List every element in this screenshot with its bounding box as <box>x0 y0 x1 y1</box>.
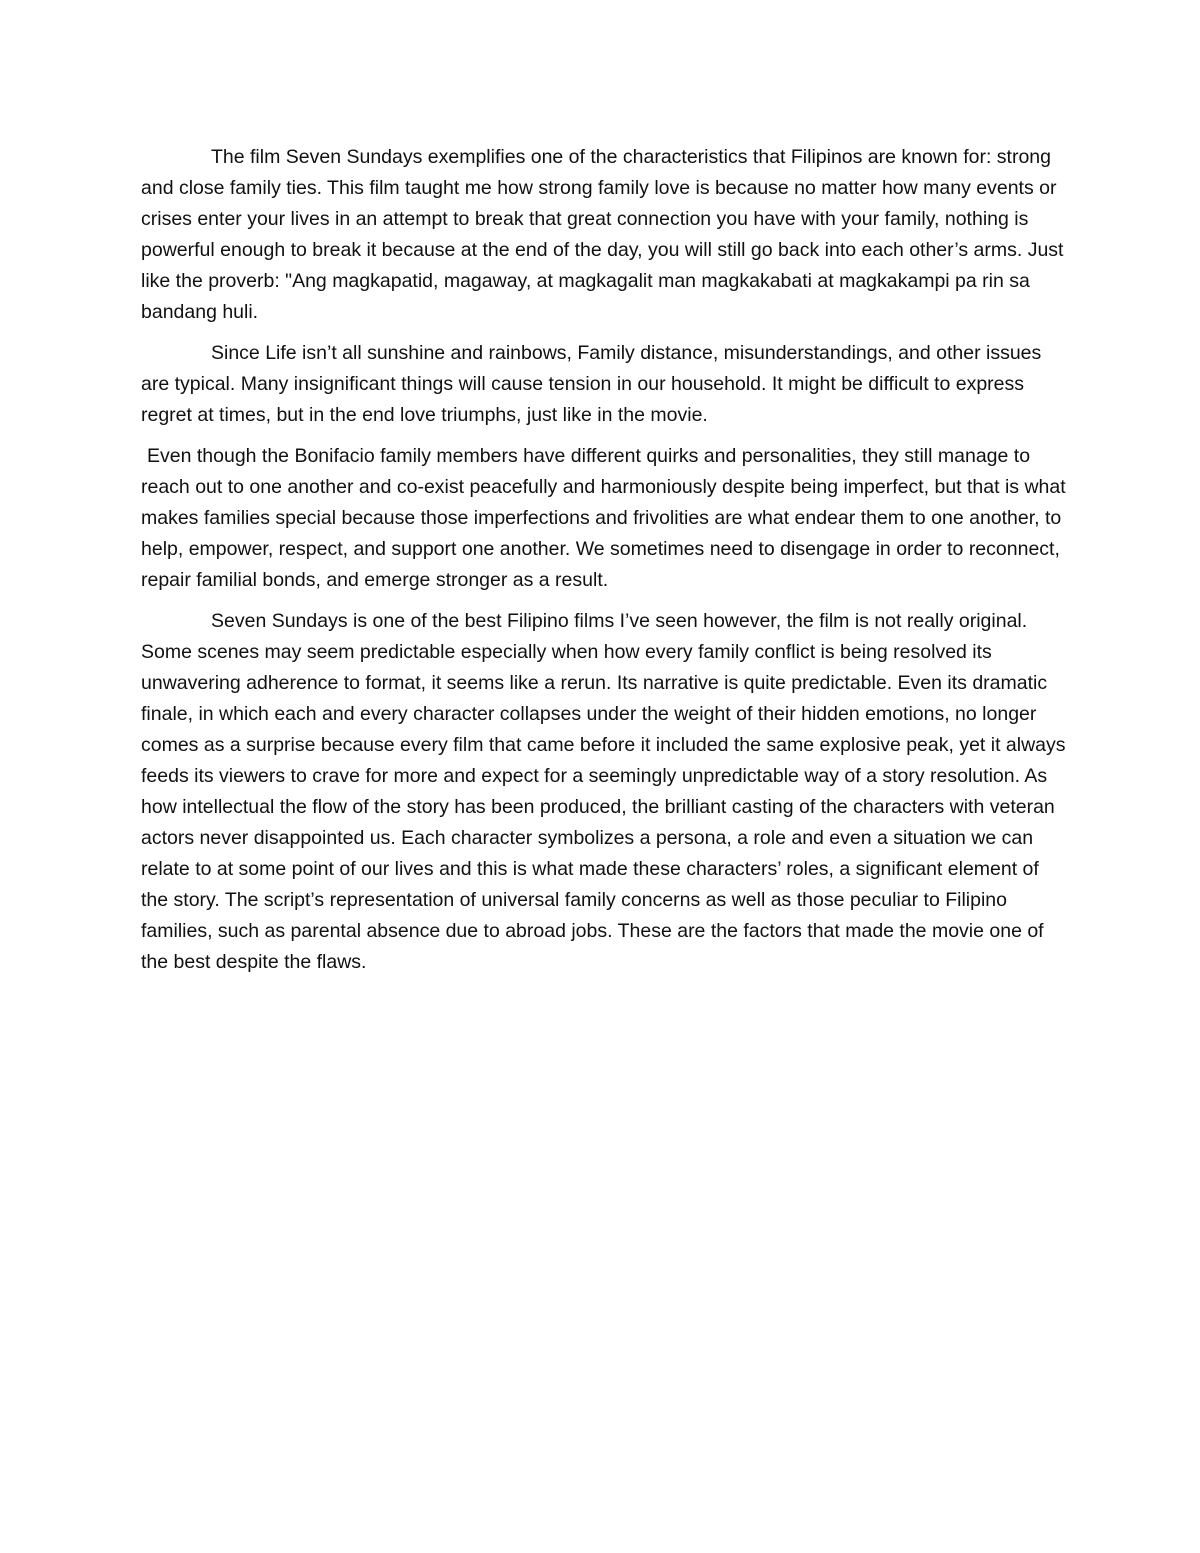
paragraph-2: Since Life isn’t all sunshine and rainbows, Family distance, misunderstandings, and other issues are typical. Many insignificant things will cause tension in our household. It might be difficult to express regret at times, but in the end love triumphs, just like in the movie. <box>141 342 1042 426</box>
paragraph-4: Seven Sundays is one of the best Filipino films I’ve seen however, the film is not really original. Some scenes may seem predictable especially when how every family conflict is being resolved its unwavering adherence to format, it seems like a rerun. Its narrative is quite predictable. Even its dramatic finale, in which each and every character collapses under the weight of their hidden emotions, no longer comes as a surprise because every film that came before it included the same explosive peak, yet it always feeds its viewers to crave for more and expect for a seemingly unpredictable way of a story resolution. As how intellectual the flow of the story has been produced, the brilliant casting of the characters with veteran actors never disappointed us. Each character symbolizes a persona, a role and even a situation we can relate to at some point of our lives and this is what made these characters’ roles, a significant element of the story. The script’s representation of universal family concerns as well as those peculiar to Filipino families, such as parental absence due to abroad jobs. These are the factors that made the movie one of the best despite the flaws. <box>141 610 1066 973</box>
document-body <box>141 142 1071 988</box>
paragraph-1: The film Seven Sundays exemplifies one of the characteristics that Filipinos are known for: strong and close family ties. This film taught me how strong family love is because no matter how many events or crises enter your lives in an attempt to break that great connection you have with your family, nothing is powerful enough to break it because at the end of the day, you will still go back into each other’s arms. Just like the proverb: "Ang magkapatid, magaway, at magkagalit man magkakabati at magkakampi pa rin sa bandang huli. <box>141 146 1064 323</box>
paragraph-3: Even though the Bonifacio family members have different quirks and personalities, they still manage to reach out to one another and co-exist peacefully and harmoniously despite being imperfect, but that is what makes families special because those imperfections and frivolities are what endear them to one another, to help, empower, respect, and support one another. We sometimes need to disengage in order to reconnect, repair familial bonds, and emerge stronger as a result. <box>141 445 1066 591</box>
